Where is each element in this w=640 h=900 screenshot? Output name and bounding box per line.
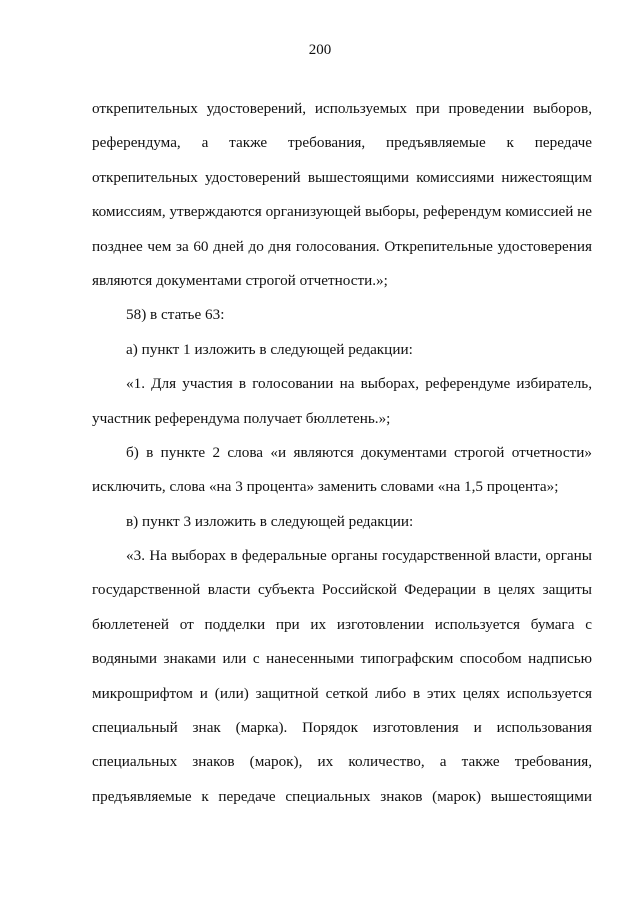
text-line: государственной власти субъекта Российской Федерации в целях защиты — [92, 581, 592, 599]
text-line: открепительных удостоверений, используемых при проведении выборов, — [92, 100, 592, 117]
text-line: участник референдума получает бюллетень.»; — [92, 409, 391, 427]
text-line: комиссиям, утверждаются организующей выборы, референдум комиссией не — [92, 203, 592, 221]
text-line: специальных знаков (марок), их количество, а также требования, — [92, 753, 592, 771]
text-line: исключить, слова «на 3 процента» заменить словами «на 1,5 процента»; — [92, 478, 559, 496]
text-line: позднее чем за 60 дней до дня голосования. Открепительные удостоверения — [92, 237, 592, 255]
text-line: в) пункт 3 изложить в следующей редакции: — [126, 512, 414, 530]
text-line: «3. На выборах в федеральные органы государственной власти, органы — [126, 547, 592, 565]
text-line: являются документами строгой отчетности.»; — [92, 271, 388, 289]
page-number: 200 — [308, 42, 332, 58]
text-line: открепительных удостоверений вышестоящими комиссиями нижестоящим — [92, 168, 592, 186]
text-line: б) в пункте 2 слова «и являются документами строгой отчетности» — [126, 443, 592, 461]
text-line: водяными знаками или с нанесенными типографским способом надписью — [92, 650, 592, 668]
text-line: микрошрифтом и (или) защитной сеткой либо в этих целях используется — [92, 684, 592, 702]
text-line: «1. Для участия в голосовании на выборах, референдуме избиратель, — [126, 375, 592, 393]
text-line: специальный знак (марка). Порядок изготовления и использования — [92, 719, 592, 737]
document-body — [92, 92, 592, 814]
text-line: 58) в статье 63: — [126, 306, 225, 324]
text-line: предъявляемые к передаче специальных знаков (марок) вышестоящими — [92, 787, 592, 805]
text-line: а) пункт 1 изложить в следующей редакции: — [126, 340, 413, 358]
text-line: референдума, а также требования, предъявляемые к передаче — [92, 134, 592, 152]
text-line: бюллетеней от подделки при их изготовлении используется бумага с — [92, 615, 592, 633]
